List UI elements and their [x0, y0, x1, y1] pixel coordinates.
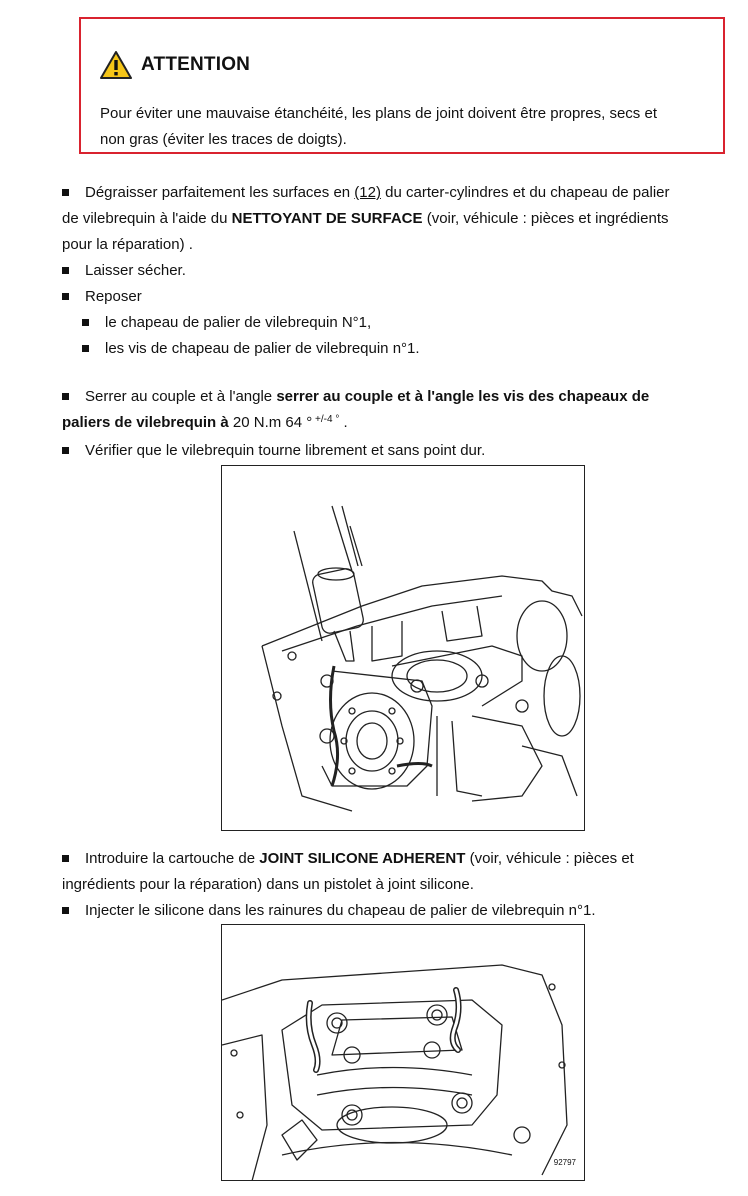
attention-text: Pour éviter une mauvaise étanchéité, les plans de joint doivent être propres, secs et non gras (éviter les traces de doigts).: [100, 105, 657, 148]
attention-box: [79, 17, 725, 154]
bearing-cap-illustration: [222, 925, 584, 1181]
step-degreasing-line2: de vilebrequin à l'aide du NETTOYANT DE SURFACE (voir, véhicule : pièces et ingrédients: [62, 210, 669, 227]
attention-title: ATTENTION: [141, 54, 251, 75]
bullet: [62, 267, 69, 274]
sub-bullet: [82, 319, 89, 326]
step-torque-line1: Serrer au couple et à l'angle serrer au couple et à l'angle les vis des chapeaux de: [85, 388, 650, 405]
torque-value: 20 N.m 64 °: [228, 414, 313, 431]
step-inject-silicone: Injecter le silicone dans les rainures du chapeau de palier de vilebrequin n°1.: [85, 902, 596, 919]
step-refit-sub2: les vis de chapeau de palier de vilebrequin n°1.: [105, 340, 420, 357]
bullet: [62, 855, 69, 862]
step-silicone-cartridge-line1: Introduire la cartouche de JOINT SILICONE ADHERENT (voir, véhicule : pièces et: [85, 850, 634, 867]
bullet: [62, 447, 69, 454]
figure-crankshaft-cap: [221, 465, 585, 831]
step-refit-sub1: le chapeau de palier de vilebrequin N°1,: [105, 314, 372, 331]
sub-bullet: [82, 345, 89, 352]
step-torque-line2: paliers de vilebrequin à 20 N.m 64 ° $^{+/-4 ^\circ}$ .: [62, 414, 348, 431]
bullet: [62, 907, 69, 914]
step-check-crankshaft: Vérifier que le vilebrequin tourne librement et sans point dur.: [85, 442, 486, 459]
attention-header: [99, 49, 250, 81]
step-refit: Reposer: [85, 288, 142, 305]
step-drying: Laisser sécher.: [85, 262, 186, 279]
bullet: [62, 293, 69, 300]
step-degreasing-line3: pour la réparation) .: [62, 236, 193, 253]
figure-code: 92797: [553, 1158, 576, 1167]
bullet: [62, 189, 69, 196]
step-degreasing-line1: Dégraisser parfaitement les surfaces en (12) du carter-cylindres et du chapeau de palier: [85, 184, 670, 201]
figure-silicone-grooves: [221, 924, 585, 1181]
product-nettoyant: NETTOYANT DE SURFACE: [231, 210, 423, 227]
bullet: [62, 393, 69, 400]
reference-link-12[interactable]: (12): [354, 184, 381, 201]
product-joint-silicone: JOINT SILICONE ADHERENT: [259, 850, 466, 867]
step-silicone-cartridge-line2: ingrédients pour la réparation) dans un pistolet à joint silicone.: [62, 876, 474, 893]
engine-block-illustration: [222, 466, 584, 831]
warning-triangle-icon: [99, 50, 133, 80]
